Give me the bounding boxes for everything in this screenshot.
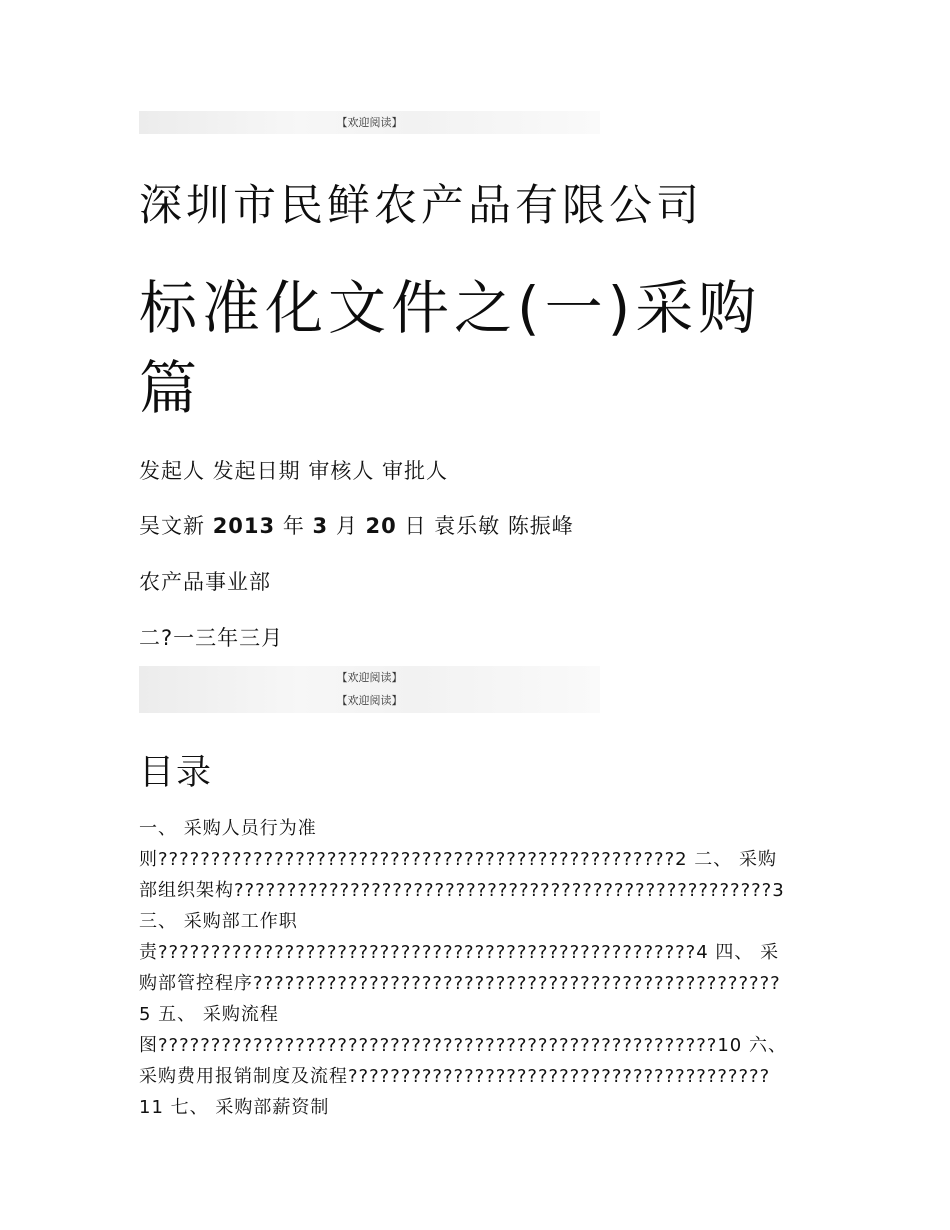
toc-line: 责???????????????????????????????????????????????????4 四、 采 (139, 942, 780, 963)
toc-line: 购部管控程序?????????????????????????????????????????????????? (139, 973, 781, 994)
company-name: 深圳市民鲜农产品有限公司 (139, 181, 703, 231)
approval-values (139, 510, 574, 540)
table-of-contents (139, 813, 829, 1123)
date-year: 2013 (212, 514, 276, 538)
toc-line: 采购费用报销制度及流程???????????????????????????????????????? (139, 1066, 771, 1087)
welcome-banner-text: 【欢迎阅读】 (336, 694, 403, 707)
approval-headers: 发起人 发起日期 审核人 审批人 (139, 459, 449, 483)
toc-line: 5 五、 采购流程 (139, 1004, 279, 1025)
date-day-unit: 日 (404, 514, 427, 538)
date-year-unit: 年 (282, 514, 305, 538)
toc-heading: 目录 (139, 753, 214, 793)
date-month-unit: 月 (335, 514, 358, 538)
welcome-banner-middle (139, 666, 600, 713)
document-title-line-1: 标准化文件之(一)采购 (139, 274, 762, 342)
welcome-banner-text: 【欢迎阅读】 (336, 116, 403, 129)
welcome-banner-top (139, 111, 600, 134)
date-month: 3 (312, 514, 329, 538)
toc-line: 11 七、 采购部薪资制 (139, 1097, 330, 1118)
toc-line: 部组织架构???????????????????????????????????????????????????3 (139, 880, 785, 901)
department-name: 农产品事业部 (139, 570, 271, 594)
toc-line: 图?????????????????????????????????????????????????????10 六、 (139, 1035, 787, 1056)
reviewer-name: 袁乐敏 (434, 514, 501, 538)
document-title-line-2: 篇 (139, 354, 203, 422)
document-title (139, 268, 779, 428)
toc-line: 则?????????????????????????????????????????????????2 二、 采购 (139, 849, 778, 870)
issue-date: 二?一三年三月 (139, 626, 284, 650)
toc-line: 一、 采购人员行为准 (139, 818, 317, 839)
date-day: 20 (365, 514, 397, 538)
welcome-banner-text: 【欢迎阅读】 (336, 671, 403, 684)
toc-line: 三、 采购部工作职 (139, 911, 298, 932)
initiator-name: 吴文新 (139, 514, 205, 538)
approver-name: 陈振峰 (507, 514, 574, 538)
